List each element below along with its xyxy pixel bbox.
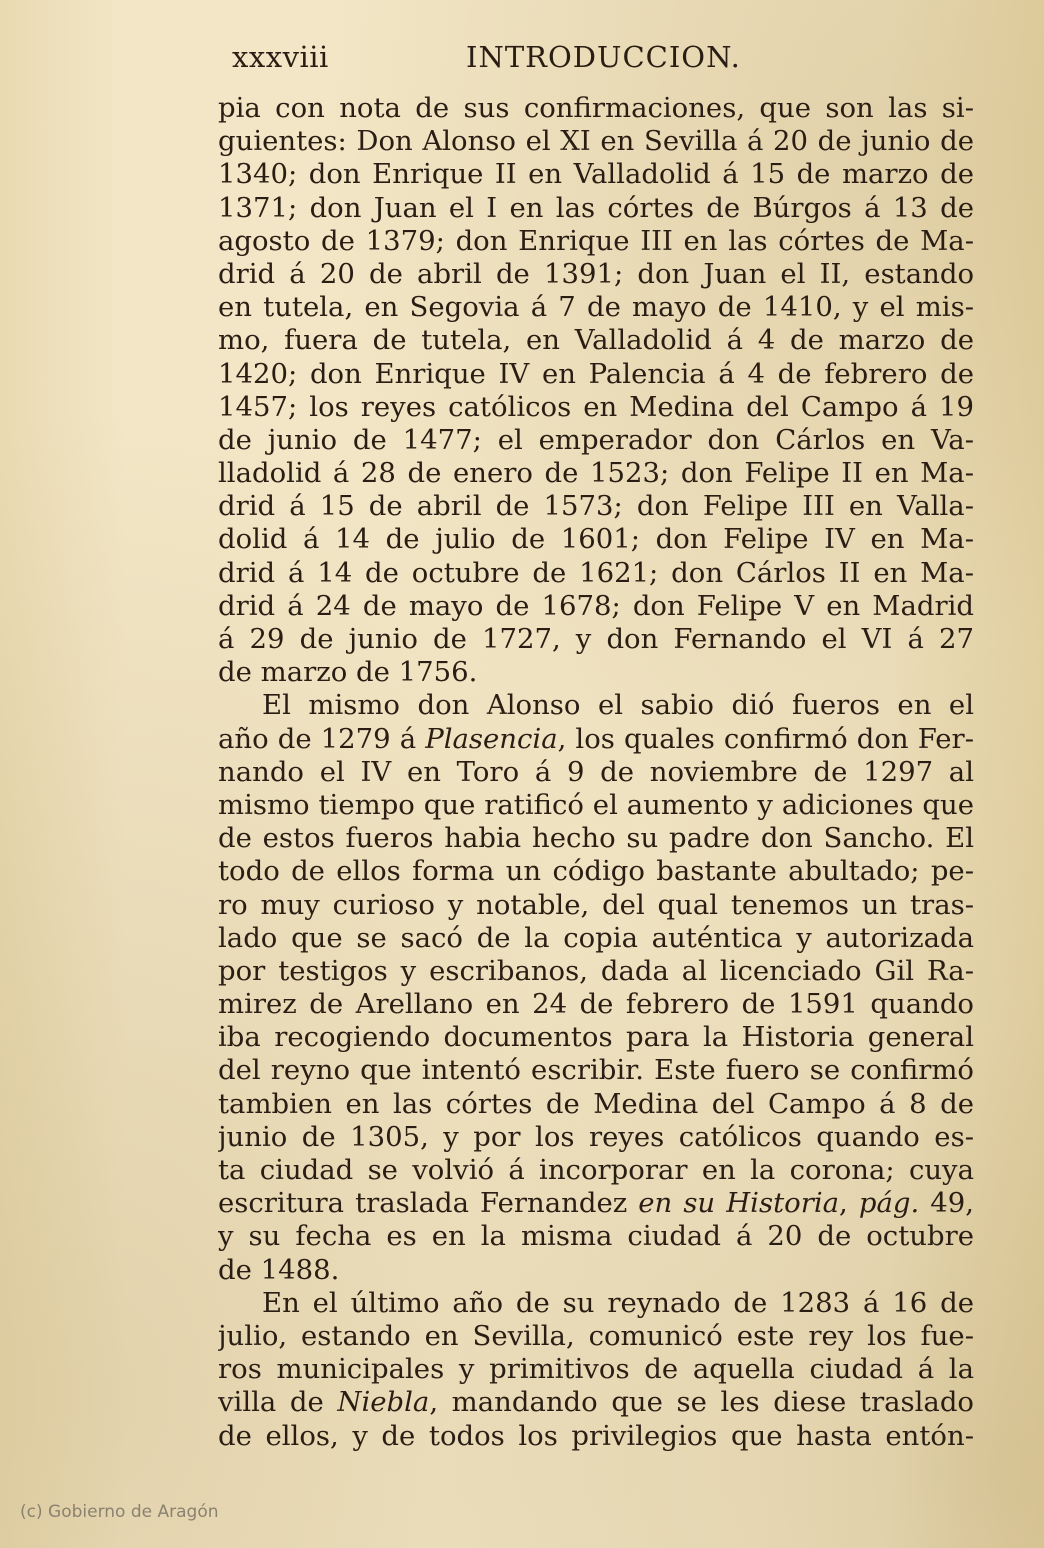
text-segment: drid á 15 de abril de 1573; don Felipe III en Valla- [218, 490, 974, 523]
text-segment: ta ciudad se volvió á incorporar en la corona; cuya [218, 1154, 974, 1186]
running-title: INTRODUCCION. [466, 40, 741, 74]
text-line [218, 1420, 974, 1453]
text-line [218, 689, 974, 722]
text-segment: lladolid á 28 de enero de 1523; don Felipe II en Ma- [218, 457, 974, 490]
text-segment: lado que se sacó de la copia auténtica y autorizada [218, 921, 974, 954]
text-segment: año de 1279 á [218, 722, 426, 755]
text-line [218, 623, 974, 656]
text-segment: drid á 20 de abril de 1391; don Juan el II, estando [218, 257, 974, 290]
text-segment: tambien en las córtes de Medina del Campo á 8 de [218, 1087, 974, 1120]
text-line [218, 1386, 974, 1419]
text-segment: pia con nota de sus confirmaciones, que son las si- [218, 92, 974, 124]
text-line [218, 490, 974, 523]
text-line [218, 192, 974, 225]
text-line [218, 922, 974, 955]
text-segment: 1457; los reyes católicos en Medina del Campo á 19 [218, 390, 974, 423]
copyright-watermark: (c) Gobierno de Aragón [20, 1502, 219, 1522]
text-line [218, 1220, 974, 1253]
text-segment: junio de 1305, y por los reyes católicos quando es- [218, 1120, 974, 1153]
text-line [218, 1187, 974, 1220]
text-line [218, 391, 974, 424]
text-line [218, 889, 974, 922]
text-line [218, 822, 974, 855]
text-line [218, 158, 974, 191]
text-line [218, 988, 974, 1021]
text-line [218, 723, 974, 756]
text-segment: guientes: Don Alonso el XI en Sevilla á 20 de junio de [218, 125, 974, 158]
text-segment: de ellos, y de todos los privilegios que hasta entón- [218, 1419, 974, 1452]
text-segment: á 29 de junio de 1727, y don Fernando el VI á 27 [218, 623, 974, 655]
text-segment: iba recogiendo documentos para la Historia general [218, 1021, 974, 1054]
text-line [218, 324, 974, 357]
text-line [218, 358, 974, 391]
italic-text: Plasencia [425, 722, 558, 755]
text-line [218, 1254, 974, 1287]
text-segment: , mandando que se les diese traslado [429, 1386, 974, 1419]
text-line [218, 1121, 974, 1154]
text-segment: de 1488. [218, 1253, 340, 1286]
text-line [218, 125, 974, 158]
text-line [218, 424, 974, 457]
text-segment: de junio de 1477; el emperador don Cárlos en Va- [218, 423, 974, 456]
text-segment: escritura traslada Fernandez [218, 1187, 639, 1220]
text-line [218, 92, 974, 125]
text-segment: y su fecha es en la misma ciudad á 20 de octubre [218, 1220, 974, 1253]
text-segment: del reyno que intentó escribir. Este fuero se confirmó [218, 1054, 974, 1087]
text-line [218, 656, 974, 689]
text-line [218, 523, 974, 556]
text-line [218, 557, 974, 590]
page-header [218, 40, 978, 86]
text-segment: mirez de Arellano en 24 de febrero de 1591 quando [218, 988, 974, 1021]
text-line [218, 590, 974, 623]
text-segment: julio, estando en Sevilla, comunicó este rey los fue- [218, 1319, 974, 1352]
text-segment: por testigos y escribanos, dada al licenciado Gil Ra- [218, 954, 974, 987]
text-line [218, 789, 974, 822]
text-segment: ro muy curioso y notable, del qual tenemos un tras- [218, 888, 974, 921]
text-segment: En el último año de su reynado de 1283 á 16 de [262, 1286, 974, 1319]
text-segment: agosto de 1379; don Enrique III en las córtes de Ma- [218, 224, 974, 257]
text-line [218, 291, 974, 324]
text-segment: , [839, 1187, 859, 1220]
italic-text: en su Historia [638, 1187, 840, 1220]
text-line [218, 756, 974, 789]
text-segment: El mismo don Alonso el sabio dió fueros en el [262, 689, 974, 722]
text-segment: mo, fuera de tutela, en Valladolid á 4 de marzo de [218, 324, 974, 357]
body-text [218, 92, 974, 1453]
text-segment: de estos fueros habia hecho su padre don Sancho. El [218, 822, 974, 855]
text-line [218, 1320, 974, 1353]
text-segment: drid á 14 de octubre de 1621; don Cárlos II en Ma- [218, 556, 974, 589]
text-segment: villa de [218, 1386, 338, 1419]
text-line [218, 1088, 974, 1121]
text-segment: dolid á 14 de julio de 1601; don Felipe IV en Ma- [218, 523, 974, 556]
text-segment: 1340; don Enrique II en Valladolid á 15 de marzo de [218, 158, 974, 191]
text-line [218, 1154, 974, 1187]
text-segment: ros municipales y primitivos de aquella ciudad á la [218, 1353, 974, 1386]
text-line [218, 225, 974, 258]
text-segment: de marzo de 1756. [218, 656, 478, 689]
text-line [218, 1021, 974, 1054]
text-line [218, 855, 974, 888]
text-line [218, 1054, 974, 1087]
text-segment: todo de ellos forma un código bastante abultado; pe- [218, 855, 974, 888]
italic-text: Niebla [337, 1386, 430, 1419]
text-line [218, 955, 974, 988]
text-segment: , los quales confirmó don Fer- [557, 722, 974, 755]
text-line [218, 258, 974, 291]
text-segment: en tutela, en Segovia á 7 de mayo de 1410, y el mis- [218, 291, 974, 324]
text-line [218, 457, 974, 490]
text-segment: nando el IV en Toro á 9 de noviembre de 1297 al [218, 755, 974, 788]
text-segment: drid á 24 de mayo de 1678; don Felipe V en Madrid [218, 589, 974, 622]
text-segment: 1420; don Enrique IV en Palencia á 4 de febrero de [218, 357, 974, 390]
page-number: xxxviii [232, 40, 329, 74]
text-line [218, 1353, 974, 1386]
italic-text: pág. [858, 1187, 920, 1220]
text-segment: mismo tiempo que ratificó el aumento y adiciones que [218, 788, 974, 821]
text-segment: 49, [919, 1187, 974, 1220]
text-segment: 1371; don Juan el I en las córtes de Búrgos á 13 de [218, 191, 974, 224]
text-line [218, 1287, 974, 1320]
